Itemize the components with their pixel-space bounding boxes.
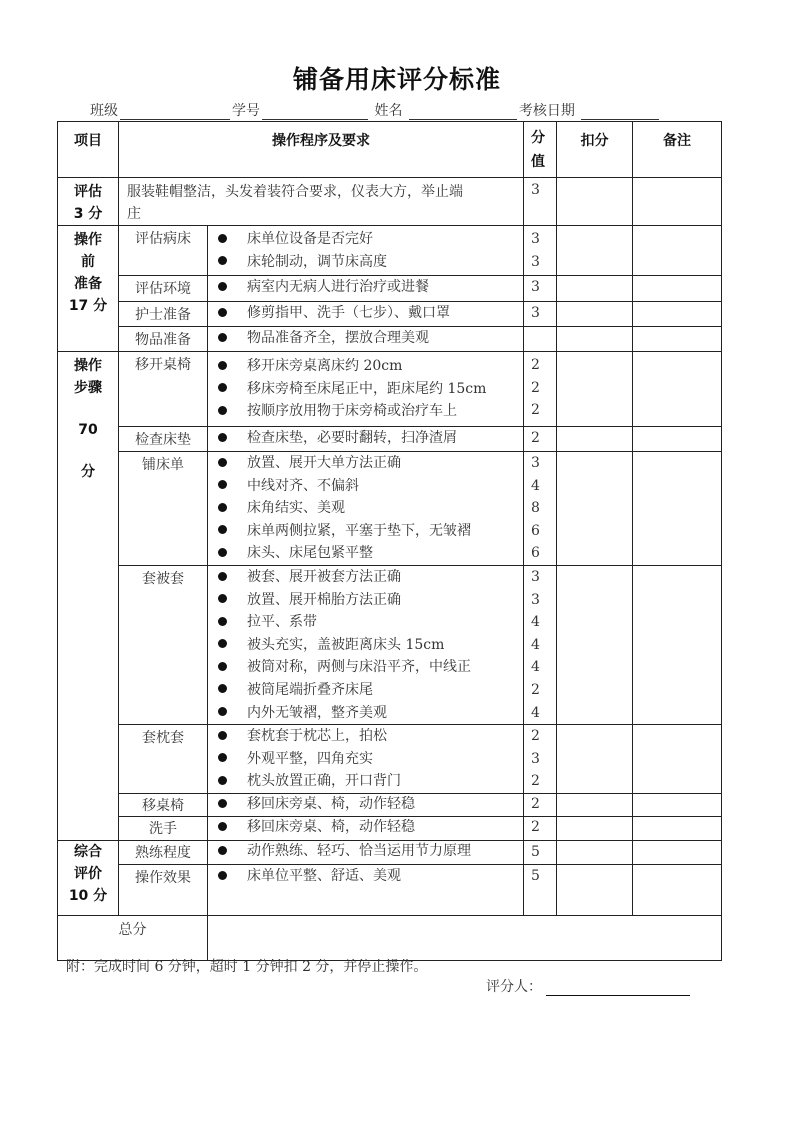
list-item	[208, 427, 523, 450]
table-row	[58, 566, 722, 725]
table-row	[58, 794, 722, 817]
requirement-text: 修剪指甲、洗手（七步）、戴口罩	[247, 305, 450, 321]
score-value: 3	[531, 591, 540, 608]
list-item	[208, 679, 523, 702]
requirement-list	[208, 817, 524, 841]
bullet-icon	[218, 799, 227, 808]
score-value: 4	[531, 659, 540, 676]
list-item	[208, 794, 523, 814]
requirement-text: 移床旁椅至床尾正中，距床尾约 15cm	[247, 380, 487, 397]
signer-label: 评分人：	[486, 979, 542, 995]
header-deduction: 扣分	[557, 122, 633, 178]
list-item	[208, 475, 523, 498]
bullet-icon	[218, 846, 227, 855]
bullet-icon	[218, 707, 227, 716]
score-value: 4	[531, 704, 540, 721]
deduction-cell[interactable]	[557, 276, 633, 302]
score-value: 3	[531, 305, 540, 321]
deduction-cell[interactable]	[557, 794, 633, 817]
score-value: 4	[531, 477, 540, 494]
requirement-line: 服装鞋帽整洁，头发着装符合要求，仪表大方，举止端	[127, 184, 463, 200]
score-cell	[524, 327, 557, 352]
total-row	[58, 916, 722, 961]
score-value: 2	[531, 681, 540, 698]
category-points: 3 分	[73, 206, 103, 222]
header-row	[58, 122, 722, 178]
requirement-list	[208, 327, 524, 352]
score-value: 5	[531, 868, 540, 885]
footnote: 附：完成时间 6 分钟，超时 1 分钟扣 2 分，并停止操作。	[66, 959, 428, 975]
score-value: 2	[531, 430, 540, 446]
class-field[interactable]	[120, 105, 230, 120]
sub-item: 洗手	[119, 817, 208, 841]
requirement-text: 床单位设备是否完好	[247, 231, 373, 247]
remarks-cell[interactable]	[633, 302, 722, 327]
requirement-list	[208, 865, 524, 916]
scoring-table	[57, 121, 722, 961]
remarks-cell[interactable]	[633, 352, 722, 427]
table-row	[58, 841, 722, 865]
requirement-list	[208, 302, 524, 327]
score-value: 2	[531, 728, 540, 745]
requirement-text: 床轮制动，调节床高度	[247, 253, 387, 270]
name-field[interactable]	[409, 105, 517, 120]
requirement-text: 床单位平整、舒适、美观	[247, 868, 401, 885]
requirement-text: 被头充实，盖被距离床头 15cm	[247, 636, 445, 653]
list-item	[208, 566, 523, 589]
signer-field[interactable]	[546, 979, 690, 996]
bullet-icon	[218, 753, 227, 762]
bullet-icon	[218, 594, 227, 603]
list-item	[208, 817, 523, 838]
requirement-text: 床角结实、美观	[247, 500, 345, 517]
list-item	[208, 725, 523, 748]
score-value: 3	[531, 569, 540, 585]
bullet-icon	[218, 684, 227, 693]
requirement-text: 按顺序放用物于床旁椅或治疗车上	[247, 403, 457, 420]
class-label: 班级	[90, 103, 118, 119]
remarks-cell[interactable]	[633, 452, 722, 566]
exam-date-label: 考核日期	[518, 103, 575, 119]
list-item	[208, 327, 523, 350]
deduction-cell[interactable]	[557, 452, 633, 566]
list-item	[208, 770, 523, 793]
score-value: 4	[531, 614, 540, 631]
list-item	[208, 542, 523, 565]
table-row	[58, 817, 722, 841]
remarks-cell[interactable]	[633, 865, 722, 916]
bullet-icon	[218, 871, 227, 880]
table-row	[58, 226, 722, 276]
bullet-icon	[218, 572, 227, 581]
requirement-list	[208, 794, 524, 817]
header-score	[524, 122, 557, 178]
bullet-icon	[218, 361, 227, 370]
list-item	[208, 355, 523, 378]
category-label: 准备	[74, 276, 102, 292]
bullet-icon	[218, 383, 227, 392]
requirement-text: 被筒对称，两侧与床沿平齐，中线正	[247, 659, 471, 676]
table-row	[58, 352, 722, 427]
category-label: 分	[81, 464, 95, 480]
deduction-cell[interactable]	[557, 725, 633, 794]
requirement-list	[208, 427, 524, 452]
score-value: 2	[531, 796, 540, 813]
document-title: 铺备用床评分标准	[292, 65, 501, 94]
bullet-icon	[218, 406, 227, 415]
table-row	[58, 327, 722, 352]
table-row	[58, 302, 722, 327]
sub-item: 评估环境	[119, 276, 208, 302]
requirement-list	[208, 566, 524, 725]
requirement-list	[208, 725, 524, 794]
name-label: 姓名	[374, 103, 403, 119]
list-item	[208, 228, 523, 251]
list-item	[208, 497, 523, 520]
requirement-text: 被套、展开被套方法正确	[247, 569, 401, 585]
remarks-cell[interactable]	[633, 566, 722, 725]
requirement-list	[208, 452, 524, 566]
score-cell	[524, 841, 557, 865]
list-item	[208, 589, 523, 612]
requirement-text: 移回床旁桌、椅，动作轻稳	[247, 819, 415, 836]
category-overall	[58, 841, 119, 916]
requirement-text: 放置、展开棉胎方法正确	[247, 591, 401, 608]
requirement-text: 拉平、系带	[247, 614, 317, 631]
requirement-list	[208, 352, 524, 427]
score-cell	[524, 302, 557, 327]
remarks-cell[interactable]	[633, 725, 722, 794]
score-cell	[524, 817, 557, 841]
requirement-text: 外观平整，四角充实	[247, 750, 373, 767]
bullet-icon	[218, 776, 227, 785]
signer-line	[486, 976, 690, 996]
requirement-text: 床头、床尾包紧平整	[247, 545, 373, 562]
list-item	[208, 378, 523, 401]
category-label: 步骤	[74, 380, 102, 396]
sub-item: 检查床垫	[119, 427, 208, 452]
requirement-text: 内外无皱褶，整齐美观	[247, 704, 387, 721]
list-item	[208, 520, 523, 543]
remarks-cell[interactable]	[633, 226, 722, 276]
requirement-line: 庄	[127, 206, 141, 222]
list-item	[208, 400, 523, 423]
exam-date-field[interactable]	[581, 105, 659, 120]
score-cell	[524, 452, 557, 566]
requirement-list	[208, 226, 524, 276]
score-value: 3	[531, 455, 540, 471]
header-remarks: 备注	[633, 122, 722, 178]
category-label: 操作	[74, 358, 102, 374]
sub-item: 铺床单	[119, 452, 208, 566]
deduction-cell[interactable]	[557, 178, 633, 226]
score-value: 6	[531, 522, 540, 539]
bullet-icon	[218, 662, 227, 671]
category-label: 评价	[74, 866, 102, 883]
category-points: 17 分	[68, 298, 108, 314]
score-cell	[524, 178, 557, 226]
header-score-line2: 值	[531, 154, 545, 170]
bullet-icon	[218, 282, 227, 291]
student-info-line	[90, 100, 661, 120]
score-cell	[524, 725, 557, 794]
score-cell	[524, 427, 557, 452]
student-id-field[interactable]	[262, 105, 368, 120]
bullet-icon	[218, 822, 227, 831]
score-value: 3	[531, 231, 540, 247]
deduction-cell[interactable]	[557, 817, 633, 841]
bullet-icon	[218, 308, 227, 317]
total-label: 总分	[58, 916, 208, 961]
sub-item: 熟练程度	[119, 841, 208, 865]
score-value: 3	[531, 279, 540, 295]
requirement-text: 中线对齐、不偏斜	[247, 477, 359, 494]
score-value: 3	[531, 182, 540, 198]
remarks-cell[interactable]	[633, 841, 722, 865]
score-cell	[524, 352, 557, 427]
category-label: 前	[81, 254, 95, 270]
list-item	[208, 634, 523, 657]
list-item	[208, 302, 523, 325]
deduction-cell[interactable]	[557, 302, 633, 327]
requirement-text: 检查床垫，必要时翻转，扫净渣屑	[247, 430, 457, 446]
requirement-text: 枕头放置正确，开口背门	[247, 773, 401, 790]
header-score-line1: 分	[531, 130, 545, 146]
sub-item: 套被套	[119, 566, 208, 725]
category-label: 操作	[74, 232, 102, 248]
score-value: 4	[531, 636, 540, 653]
requirement-text: 套枕套于枕芯上，拍松	[247, 728, 387, 745]
list-item	[208, 702, 523, 725]
sub-item: 评估病床	[119, 226, 208, 276]
remarks-cell[interactable]	[633, 817, 722, 841]
assess-requirement	[119, 178, 524, 226]
bullet-icon	[218, 525, 227, 534]
requirement-text: 病室内无病人进行治疗或进餐	[247, 279, 429, 295]
list-item	[208, 611, 523, 634]
score-value: 2	[531, 357, 540, 373]
bullet-icon	[218, 617, 227, 626]
deduction-cell[interactable]	[557, 327, 633, 352]
student-id-label: 学号	[232, 103, 260, 119]
requirement-text: 放置、展开大单方法正确	[247, 455, 401, 471]
remarks-cell[interactable]	[633, 327, 722, 352]
category-label: 综合	[74, 844, 102, 861]
category-steps	[58, 352, 119, 841]
remarks-cell[interactable]	[633, 794, 722, 817]
bullet-icon	[218, 333, 227, 342]
sub-item: 移开桌椅	[119, 352, 208, 427]
list-item	[208, 656, 523, 679]
list-item	[208, 452, 523, 475]
remarks-cell[interactable]	[633, 427, 722, 452]
total-score-cell[interactable]	[208, 916, 722, 961]
list-item	[208, 841, 523, 862]
category-pre	[58, 226, 119, 352]
assess-row	[58, 178, 722, 226]
sub-item: 移桌椅	[119, 794, 208, 817]
requirement-text: 被筒尾端折叠齐床尾	[247, 681, 373, 698]
bullet-icon	[218, 234, 227, 243]
score-value: 6	[531, 545, 540, 562]
category-label: 评估	[74, 184, 102, 200]
bullet-icon	[218, 480, 227, 489]
bullet-icon	[218, 639, 227, 648]
bullet-icon	[218, 503, 227, 512]
requirement-text: 床单两侧拉紧，平塞于垫下，无皱褶	[247, 522, 471, 539]
deduction-cell[interactable]	[557, 841, 633, 865]
score-value	[524, 327, 556, 350]
category-assess	[58, 178, 119, 226]
remarks-cell[interactable]	[633, 178, 722, 226]
sub-item: 操作效果	[119, 865, 208, 916]
score-value: 3	[531, 253, 540, 270]
deduction-cell[interactable]	[557, 226, 633, 276]
deduction-cell[interactable]	[557, 427, 633, 452]
requirement-text: 动作熟练、轻巧、恰当运用节力原理	[247, 843, 471, 860]
bullet-icon	[218, 548, 227, 557]
bullet-icon	[218, 458, 227, 467]
score-value: 2	[531, 402, 540, 419]
table-row	[58, 427, 722, 452]
header-procedure: 操作程序及要求	[119, 122, 524, 178]
remarks-cell[interactable]	[633, 276, 722, 302]
bullet-icon	[218, 433, 227, 442]
category-points: 70	[78, 422, 98, 438]
requirement-text: 物品准备齐全，摆放合理美观	[247, 330, 429, 346]
score-value: 5	[531, 844, 540, 861]
requirement-text: 移回床旁桌、椅，动作轻稳	[247, 796, 415, 813]
sub-item: 物品准备	[119, 327, 208, 352]
score-value: 2	[531, 819, 540, 836]
requirement-list	[208, 276, 524, 302]
score-cell	[524, 794, 557, 817]
bullet-icon	[218, 731, 227, 740]
table-row	[58, 865, 722, 916]
score-value: 8	[531, 500, 540, 517]
table-row	[58, 276, 722, 302]
score-value: 3	[531, 750, 540, 767]
deduction-cell[interactable]	[557, 352, 633, 427]
sub-item: 套枕套	[119, 725, 208, 794]
requirement-list	[208, 841, 524, 865]
table-row	[58, 452, 722, 566]
score-cell	[524, 566, 557, 725]
score-value: 2	[531, 773, 540, 790]
list-item	[208, 865, 523, 888]
sub-item: 护士准备	[119, 302, 208, 327]
score-value: 2	[531, 379, 540, 396]
deduction-cell[interactable]	[557, 566, 633, 725]
table-row	[58, 725, 722, 794]
header-item: 项目	[58, 122, 119, 178]
list-item	[208, 251, 523, 274]
deduction-cell[interactable]	[557, 865, 633, 916]
score-cell	[524, 276, 557, 302]
list-item	[208, 276, 523, 299]
category-points: 10 分	[68, 888, 108, 905]
list-item	[208, 748, 523, 771]
score-cell	[524, 226, 557, 276]
score-cell	[524, 865, 557, 916]
requirement-text: 移开床旁桌离床约 20cm	[247, 358, 403, 374]
bullet-icon	[218, 256, 227, 265]
